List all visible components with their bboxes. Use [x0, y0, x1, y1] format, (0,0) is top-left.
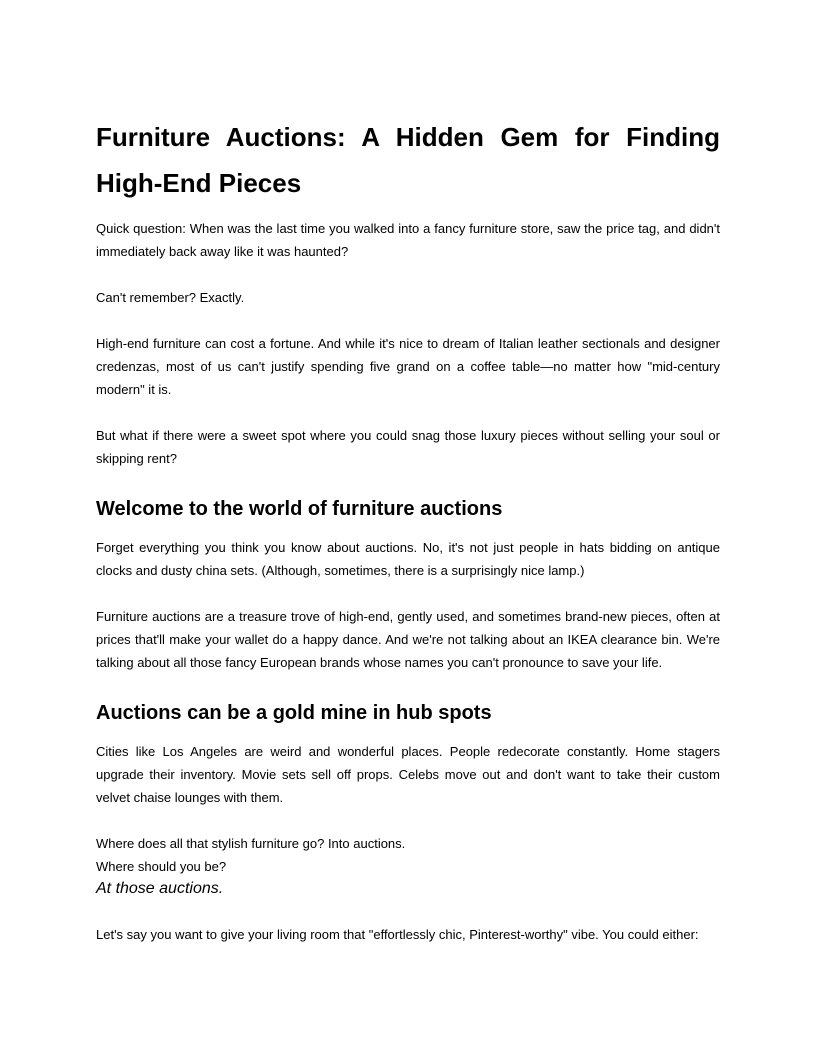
section2-line-1: Where does all that stylish furniture go? Into auctions.: [96, 836, 406, 851]
intro-paragraph-4: But what if there were a sweet spot where you could snag those luxury pieces without selling your soul or skipping rent?: [96, 428, 720, 466]
document-title: Furniture Auctions: A Hidden Gem for Finding High-End Pieces: [96, 122, 720, 198]
section2-line-2: Where should you be?: [96, 859, 227, 874]
intro-paragraph-3: High-end furniture can cost a fortune. And while it's nice to dream of Italian leather sectionals and designer credenzas, most of us can't justify spending five grand on a coffee table—no matter how "mid-century modern" it is.: [96, 336, 720, 397]
section1-paragraph-1: Forget everything you think you know about auctions. No, it's not just people in hats bidding on antique clocks and dusty china sets. (Although, sometimes, there is a surprisingly nice lamp.): [96, 540, 720, 578]
section1-paragraph-2: Furniture auctions are a treasure trove of high-end, gently used, and sometimes brand-new pieces, often at prices that'll make your wallet do a happy dance. And we're not talking about an IKEA clearance bin. We're talking about all those fancy European brands whose names you can't pronounce to save your life.: [96, 609, 720, 670]
intro-paragraph-2: Can't remember? Exactly.: [96, 290, 245, 305]
section-heading-auctions-world: Welcome to the world of furniture auctions: [96, 498, 503, 520]
section2-paragraph-1: Cities like Los Angeles are weird and wonderful places. People redecorate constantly. Home stagers upgrade their inventory. Movie sets sell off props. Celebs move out and don't want to take their custom velvet chaise lounges with them.: [96, 744, 720, 805]
section2-closing-paragraph: Let's say you want to give your living room that "effortlessly chic, Pinterest-worthy" vibe. You could either:: [96, 927, 699, 942]
section-heading-hub-spots: Auctions can be a gold mine in hub spots: [96, 702, 492, 724]
document-page: [96, 114, 720, 946]
section2-italic-line: At those auctions.: [96, 880, 224, 897]
intro-paragraph-1: Quick question: When was the last time you walked into a fancy furniture store, saw the price tag, and didn't immediately back away like it was haunted?: [96, 221, 720, 259]
